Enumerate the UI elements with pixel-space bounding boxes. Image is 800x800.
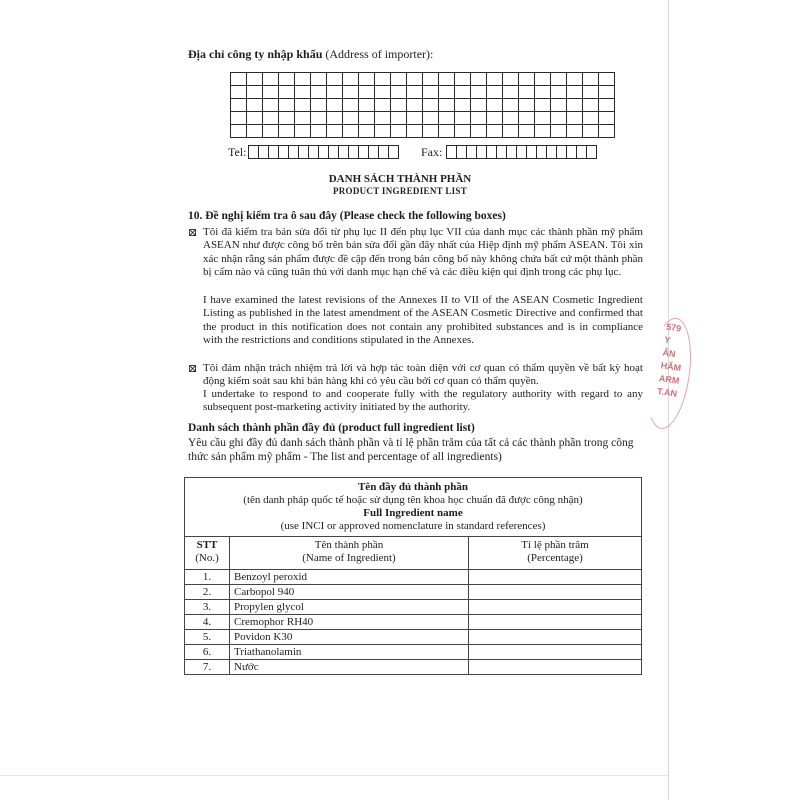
address-cell[interactable] bbox=[535, 86, 551, 99]
address-cell[interactable] bbox=[359, 86, 375, 99]
address-cell[interactable] bbox=[471, 112, 487, 125]
digit-box[interactable] bbox=[517, 146, 527, 159]
address-cell[interactable] bbox=[375, 73, 391, 86]
table-row bbox=[185, 615, 642, 630]
address-cell[interactable] bbox=[247, 86, 263, 99]
digit-box[interactable] bbox=[379, 146, 389, 159]
address-cell[interactable] bbox=[263, 86, 279, 99]
address-cell[interactable] bbox=[231, 73, 247, 86]
table-row bbox=[185, 630, 642, 645]
address-cell[interactable] bbox=[487, 99, 503, 112]
ingredient-name: Triathanolamin bbox=[230, 645, 469, 660]
address-cell[interactable] bbox=[567, 86, 583, 99]
address-cell[interactable] bbox=[247, 73, 263, 86]
address-cell[interactable] bbox=[327, 73, 343, 86]
address-cell[interactable] bbox=[599, 99, 615, 112]
address-cell[interactable] bbox=[599, 86, 615, 99]
digit-box[interactable] bbox=[289, 146, 299, 159]
address-cell[interactable] bbox=[487, 73, 503, 86]
address-cell[interactable] bbox=[535, 99, 551, 112]
table-row bbox=[185, 585, 642, 600]
address-cell[interactable] bbox=[359, 99, 375, 112]
stamp-text: HẨM bbox=[660, 360, 682, 374]
header-vi-title: Tên đầy đủ thành phần bbox=[357, 481, 469, 493]
address-cell[interactable] bbox=[455, 86, 471, 99]
digit-box[interactable] bbox=[487, 146, 497, 159]
address-label-en: (Address of importer): bbox=[325, 47, 434, 61]
address-cell[interactable] bbox=[311, 125, 327, 138]
digit-box[interactable] bbox=[567, 146, 577, 159]
address-cell[interactable] bbox=[519, 86, 535, 99]
ingredient-percentage[interactable] bbox=[469, 600, 642, 615]
address-cell[interactable] bbox=[471, 99, 487, 112]
check2-text-en: I undertake to respond to and cooperate fully with the regulatory authority with regard to any subsequent post-marketing activity initiated by the authority. bbox=[203, 388, 643, 414]
ingredients-instructions: Yêu cầu ghi đầy đủ danh sách thành phần và tỉ lệ phần trăm của tất cả các thành phần trong công thức sản phẩm mỹ phẩm - The list and percentage of all ingredients) bbox=[188, 437, 634, 463]
digit-box[interactable] bbox=[457, 146, 467, 159]
digit-box[interactable] bbox=[319, 146, 329, 159]
address-cell[interactable] bbox=[391, 86, 407, 99]
address-cell[interactable] bbox=[343, 125, 359, 138]
ingredient-no: 5. bbox=[185, 630, 230, 645]
address-cell[interactable] bbox=[263, 125, 279, 138]
address-cell[interactable] bbox=[231, 99, 247, 112]
address-cell[interactable] bbox=[231, 125, 247, 138]
address-cell[interactable] bbox=[311, 99, 327, 112]
address-cell[interactable] bbox=[519, 112, 535, 125]
digit-box[interactable] bbox=[279, 146, 289, 159]
ingredients-heading: Danh sách thành phần đầy đủ (product full ingredient list) bbox=[188, 422, 475, 434]
address-cell[interactable] bbox=[583, 86, 599, 99]
address-cell[interactable] bbox=[551, 125, 567, 138]
header-en-title: Full Ingredient name bbox=[363, 507, 463, 519]
address-cell[interactable] bbox=[343, 73, 359, 86]
digit-box[interactable] bbox=[249, 146, 259, 159]
address-label-vi: Địa chỉ công ty nhập khẩu bbox=[188, 47, 323, 61]
address-cell[interactable] bbox=[599, 125, 615, 138]
address-cell[interactable] bbox=[439, 112, 455, 125]
address-cell[interactable] bbox=[599, 112, 615, 125]
ingredient-percentage[interactable] bbox=[469, 630, 642, 645]
address-cell[interactable] bbox=[567, 99, 583, 112]
fax-box-field[interactable] bbox=[446, 145, 597, 159]
address-cell[interactable] bbox=[279, 125, 295, 138]
address-cell[interactable] bbox=[327, 86, 343, 99]
ingredient-name: Carbopol 940 bbox=[230, 585, 469, 600]
col-name-vi: Tên thành phần bbox=[314, 539, 384, 551]
address-cell[interactable] bbox=[375, 125, 391, 138]
address-cell[interactable] bbox=[567, 112, 583, 125]
address-cell[interactable] bbox=[327, 112, 343, 125]
document-title-vi: DANH SÁCH THÀNH PHẦN bbox=[328, 173, 472, 185]
address-cell[interactable] bbox=[439, 125, 455, 138]
address-cell[interactable] bbox=[375, 112, 391, 125]
table-row bbox=[185, 645, 642, 660]
document-title-en: PRODUCT INGREDIENT LIST bbox=[332, 186, 468, 196]
address-cell[interactable] bbox=[583, 125, 599, 138]
digit-box[interactable] bbox=[537, 146, 547, 159]
address-cell[interactable] bbox=[279, 112, 295, 125]
check1-text-en: I have examined the latest revisions of the Annexes II to VII of the ASEAN Cosmetic Ingredient Listing as published in the latest amendment of the ASEAN Cosmetic Directive and confirmed that the product in this notification does not contain any prohibited substances and is in compliance with the restrictions and conditions stipulated in the Annexes. bbox=[203, 294, 643, 346]
tel-label: Tel: bbox=[228, 145, 247, 159]
ingredient-percentage[interactable] bbox=[469, 660, 642, 675]
address-cell[interactable] bbox=[503, 112, 519, 125]
address-cell[interactable] bbox=[231, 86, 247, 99]
address-cell[interactable] bbox=[295, 73, 311, 86]
address-cell[interactable] bbox=[279, 99, 295, 112]
digit-box[interactable] bbox=[527, 146, 537, 159]
digit-box[interactable] bbox=[557, 146, 567, 159]
address-cell[interactable] bbox=[359, 73, 375, 86]
digit-box[interactable] bbox=[369, 146, 379, 159]
header-en-sub: (use INCI or approved nomenclature in standard references) bbox=[280, 520, 546, 532]
address-cell[interactable] bbox=[455, 112, 471, 125]
col-no-en: (No.) bbox=[195, 552, 219, 564]
address-cell[interactable] bbox=[391, 125, 407, 138]
address-cell[interactable] bbox=[359, 112, 375, 125]
stamp-text: T.AN bbox=[656, 386, 678, 399]
address-cell[interactable] bbox=[535, 125, 551, 138]
ingredient-no: 2. bbox=[185, 585, 230, 600]
address-cell[interactable] bbox=[279, 86, 295, 99]
address-cell[interactable] bbox=[263, 112, 279, 125]
ingredient-name: Benzoyl peroxid bbox=[230, 570, 469, 585]
address-cell[interactable] bbox=[471, 86, 487, 99]
ingredient-no: 1. bbox=[185, 570, 230, 585]
ingredient-percentage[interactable] bbox=[469, 615, 642, 630]
stamp-text: ARM bbox=[658, 373, 681, 386]
digit-box[interactable] bbox=[359, 146, 369, 159]
address-cell[interactable] bbox=[551, 99, 567, 112]
table-row bbox=[185, 600, 642, 615]
address-cell[interactable] bbox=[535, 73, 551, 86]
address-cell[interactable] bbox=[343, 86, 359, 99]
ingredient-percentage[interactable] bbox=[469, 645, 642, 660]
address-label bbox=[188, 47, 433, 62]
address-cell[interactable] bbox=[487, 86, 503, 99]
address-cell[interactable] bbox=[567, 73, 583, 86]
address-cell[interactable] bbox=[407, 86, 423, 99]
address-cell[interactable] bbox=[311, 86, 327, 99]
check2-text-vi: Tôi đảm nhận trách nhiệm trả lời và hợp tác toàn diện với cơ quan có thẩm quyền về bất kỳ hoạt động kiểm soát sau khi bán hàng khi có yêu cầu bởi cơ quan có thẩm quyền. bbox=[203, 362, 643, 388]
stamp-text: ÂN bbox=[661, 347, 677, 360]
address-cell[interactable] bbox=[583, 99, 599, 112]
address-cell[interactable] bbox=[375, 86, 391, 99]
digit-box[interactable] bbox=[477, 146, 487, 159]
ingredient-no: 6. bbox=[185, 645, 230, 660]
address-cell[interactable] bbox=[503, 99, 519, 112]
address-cell[interactable] bbox=[551, 112, 567, 125]
digit-box[interactable] bbox=[329, 146, 339, 159]
address-cell[interactable] bbox=[439, 73, 455, 86]
ingredient-name: Cremophor RH40 bbox=[230, 615, 469, 630]
section-10-heading: 10. Đề nghị kiểm tra ô sau đây (Please check the following boxes) bbox=[188, 210, 506, 222]
digit-box[interactable] bbox=[299, 146, 309, 159]
address-cell[interactable] bbox=[487, 112, 503, 125]
column-header-percentage bbox=[469, 537, 642, 570]
digit-box[interactable] bbox=[269, 146, 279, 159]
address-cell[interactable] bbox=[263, 73, 279, 86]
address-cell[interactable] bbox=[407, 73, 423, 86]
address-cell[interactable] bbox=[423, 73, 439, 86]
address-cell[interactable] bbox=[423, 99, 439, 112]
table-header-full-name bbox=[185, 478, 642, 537]
ingredient-no: 4. bbox=[185, 615, 230, 630]
address-cell[interactable] bbox=[391, 73, 407, 86]
digit-box[interactable] bbox=[577, 146, 587, 159]
check1-text-vi: Tôi đã kiểm tra bản sửa đổi từ phụ lục II đến phụ lục VII của danh mục các thành phần mỹ phẩm ASEAN như được công bố trên bản sửa đổi gần đây nhất của Hiệp định mỹ phẩm ASEAN. Tôi xin xác nhận rằng sản phẩm được đề cập đến trong bản công bố này không chứa bất cứ một thành phần bị cấm nào và cũng tuân thủ với danh mục hạn chế và các điều kiện qui định trong các phụ lục. bbox=[203, 226, 643, 278]
digit-box[interactable] bbox=[349, 146, 359, 159]
address-cell[interactable] bbox=[295, 112, 311, 125]
address-cell[interactable] bbox=[551, 86, 567, 99]
address-cell[interactable] bbox=[471, 73, 487, 86]
official-stamp bbox=[653, 321, 693, 424]
address-cell[interactable] bbox=[247, 99, 263, 112]
ingredient-no: 3. bbox=[185, 600, 230, 615]
address-cell[interactable] bbox=[279, 73, 295, 86]
digit-box[interactable] bbox=[309, 146, 319, 159]
address-cell[interactable] bbox=[455, 73, 471, 86]
address-box-grid[interactable] bbox=[230, 72, 615, 138]
column-header-name bbox=[230, 537, 469, 570]
digit-box[interactable] bbox=[497, 146, 507, 159]
address-cell[interactable] bbox=[423, 125, 439, 138]
table-row bbox=[185, 570, 642, 585]
address-cell[interactable] bbox=[567, 125, 583, 138]
address-cell[interactable] bbox=[423, 112, 439, 125]
digit-box[interactable] bbox=[447, 146, 457, 159]
ingredient-table bbox=[184, 477, 642, 675]
col-pct-vi: Tỉ lệ phần trăm bbox=[521, 539, 589, 551]
address-cell[interactable] bbox=[455, 125, 471, 138]
address-cell[interactable] bbox=[503, 86, 519, 99]
ingredient-percentage[interactable] bbox=[469, 585, 642, 600]
address-cell[interactable] bbox=[519, 99, 535, 112]
stamp-text: 579 bbox=[665, 321, 682, 334]
address-cell[interactable] bbox=[439, 86, 455, 99]
address-cell[interactable] bbox=[295, 125, 311, 138]
digit-box[interactable] bbox=[339, 146, 349, 159]
address-cell[interactable] bbox=[471, 125, 487, 138]
address-cell[interactable] bbox=[359, 125, 375, 138]
address-cell[interactable] bbox=[407, 99, 423, 112]
col-name-en: (Name of Ingredient) bbox=[302, 552, 396, 564]
address-cell[interactable] bbox=[535, 112, 551, 125]
address-cell[interactable] bbox=[391, 99, 407, 112]
digit-box[interactable] bbox=[389, 146, 399, 159]
address-cell[interactable] bbox=[295, 86, 311, 99]
address-cell[interactable] bbox=[247, 112, 263, 125]
table-row bbox=[185, 660, 642, 675]
digit-box[interactable] bbox=[547, 146, 557, 159]
address-cell[interactable] bbox=[583, 112, 599, 125]
address-cell[interactable] bbox=[519, 73, 535, 86]
address-cell[interactable] bbox=[311, 112, 327, 125]
address-cell[interactable] bbox=[423, 86, 439, 99]
tel-box-field[interactable] bbox=[248, 145, 399, 159]
address-cell[interactable] bbox=[295, 99, 311, 112]
address-cell[interactable] bbox=[247, 125, 263, 138]
address-cell[interactable] bbox=[263, 99, 279, 112]
digit-box[interactable] bbox=[507, 146, 517, 159]
page-bottom-edge bbox=[0, 775, 668, 776]
address-cell[interactable] bbox=[327, 99, 343, 112]
column-header-no bbox=[185, 537, 230, 570]
ingredient-name: Propylen glycol bbox=[230, 600, 469, 615]
address-cell[interactable] bbox=[311, 73, 327, 86]
address-cell[interactable] bbox=[519, 125, 535, 138]
address-cell[interactable] bbox=[583, 73, 599, 86]
ingredient-no: 7. bbox=[185, 660, 230, 675]
address-cell[interactable] bbox=[343, 112, 359, 125]
col-no-vi: STT bbox=[196, 539, 218, 551]
address-cell[interactable] bbox=[487, 125, 503, 138]
ingredient-percentage[interactable] bbox=[469, 570, 642, 585]
address-cell[interactable] bbox=[231, 112, 247, 125]
address-cell[interactable] bbox=[407, 125, 423, 138]
stamp-text: Y bbox=[663, 334, 672, 346]
col-pct-en: (Percentage) bbox=[527, 552, 583, 564]
digit-box[interactable] bbox=[259, 146, 269, 159]
address-cell[interactable] bbox=[503, 73, 519, 86]
digit-box[interactable] bbox=[467, 146, 477, 159]
checkbox-cooperation[interactable]: ⊠ bbox=[188, 363, 198, 375]
address-cell[interactable] bbox=[407, 112, 423, 125]
address-cell[interactable] bbox=[391, 112, 407, 125]
address-cell[interactable] bbox=[439, 99, 455, 112]
address-cell[interactable] bbox=[455, 99, 471, 112]
address-cell[interactable] bbox=[503, 125, 519, 138]
address-cell[interactable] bbox=[375, 99, 391, 112]
checkbox-annexes[interactable]: ⊠ bbox=[188, 227, 198, 239]
address-cell[interactable] bbox=[551, 73, 567, 86]
address-cell[interactable] bbox=[343, 99, 359, 112]
address-cell[interactable] bbox=[327, 125, 343, 138]
address-cell[interactable] bbox=[599, 73, 615, 86]
digit-box[interactable] bbox=[587, 146, 597, 159]
header-vi-sub: (tên danh pháp quốc tế hoặc sử dụng tên khoa học chuẩn đã được công nhận) bbox=[243, 494, 583, 506]
ingredient-name: Nước bbox=[230, 660, 469, 675]
fax-label: Fax: bbox=[421, 145, 443, 159]
ingredient-name: Povidon K30 bbox=[230, 630, 469, 645]
